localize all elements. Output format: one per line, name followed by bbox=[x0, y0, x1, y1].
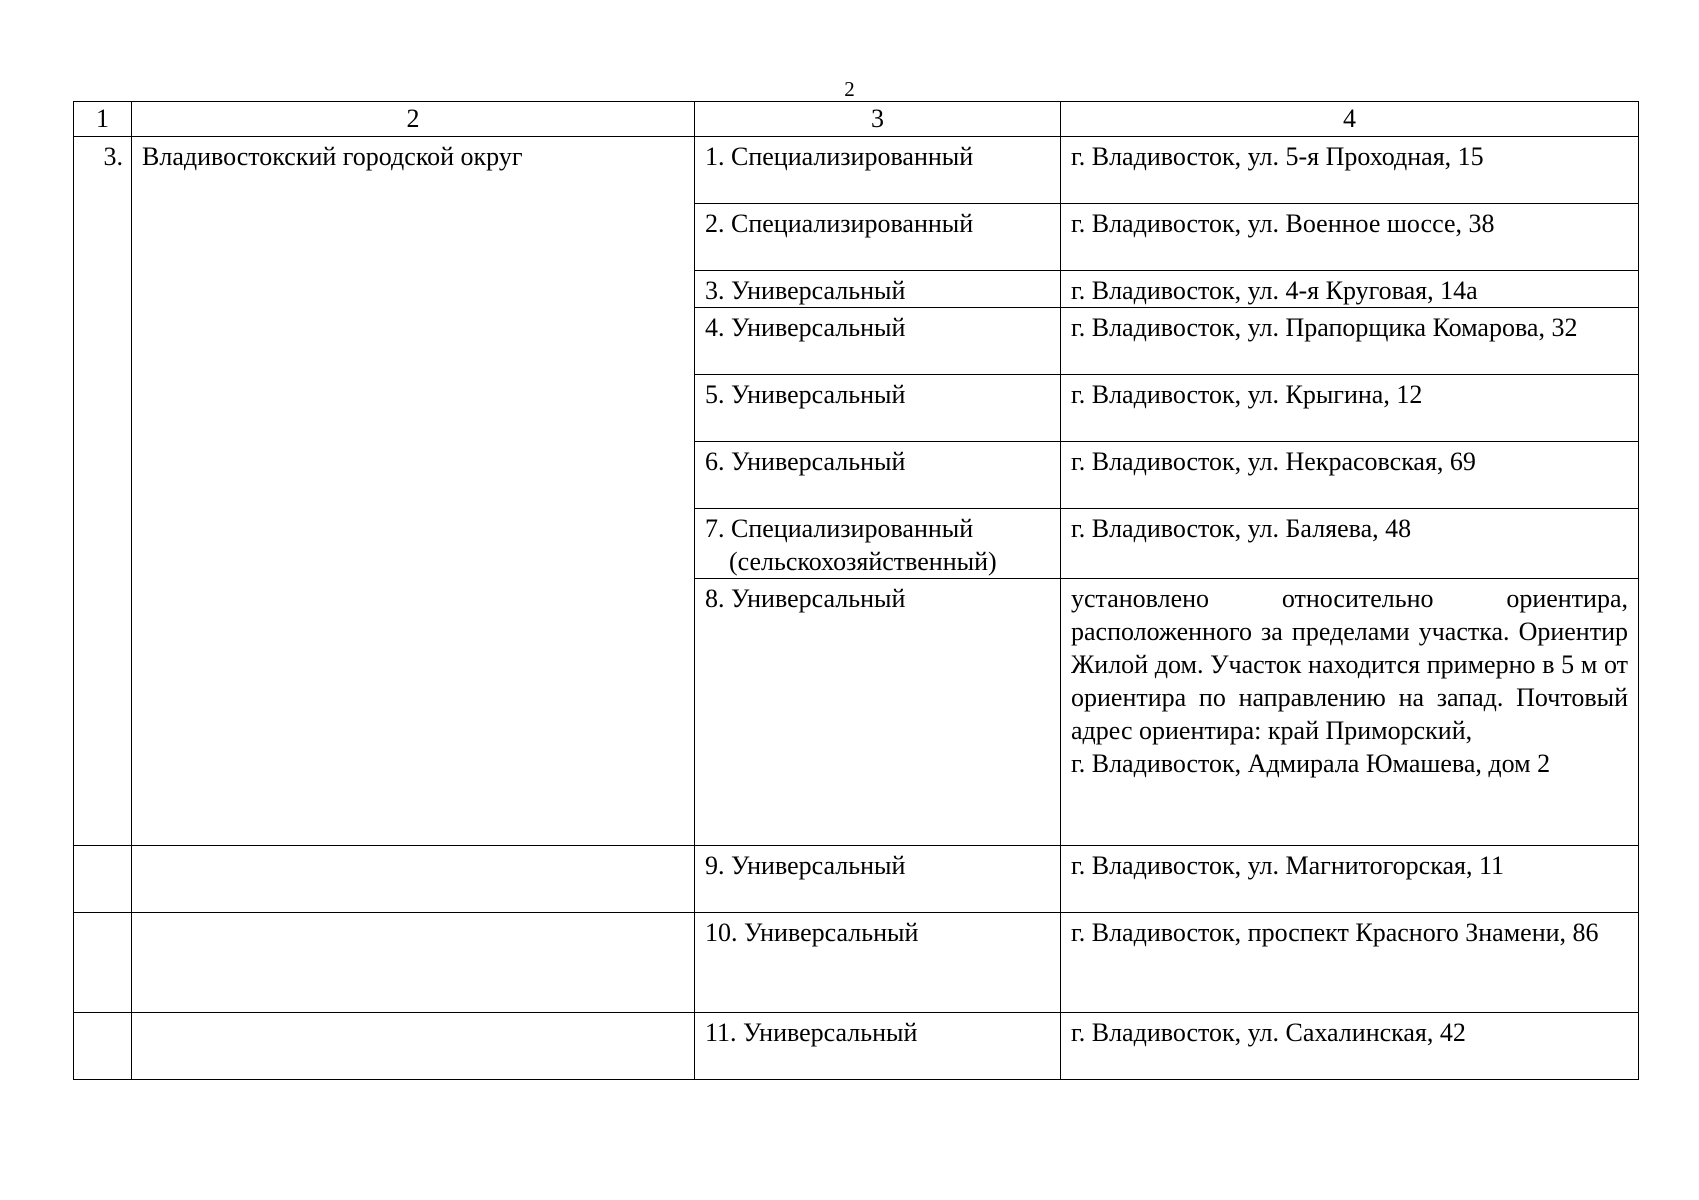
market-address: г. Владивосток, ул. 4-я Круговая, 14а bbox=[1061, 271, 1639, 308]
market-address: г. Владивосток, ул. Прапорщика Комарова, 32 bbox=[1061, 308, 1639, 375]
market-address: г. Владивосток, ул. Военное шоссе, 38 bbox=[1061, 204, 1639, 271]
market-type-line2: (сельскохозяйственный) bbox=[729, 547, 997, 576]
market-address-text: установлено относительно ориентира, расположенного за пределами участка. Ориентир Жилой дом. Участок находится примерно в 5 м от ориентира по направлению на запад. Почтовый адрес ориентира: край Приморский, bbox=[1071, 584, 1628, 745]
market-type: 5. Универсальный bbox=[695, 375, 1061, 442]
market-type-line1: 7. Специализированный bbox=[705, 514, 974, 543]
table-row bbox=[74, 846, 1639, 913]
empty-cell bbox=[74, 913, 132, 1013]
market-type: 6. Универсальный bbox=[695, 442, 1061, 509]
header-cell-1: 1 bbox=[74, 102, 132, 137]
empty-cell bbox=[132, 913, 695, 1013]
group-number: 3. bbox=[74, 137, 132, 846]
market-type bbox=[695, 509, 1061, 579]
district-name: Владивостокский городской округ bbox=[132, 137, 695, 846]
market-type: 9. Универсальный bbox=[695, 846, 1061, 913]
market-address: г. Владивосток, проспект Красного Знамени, 86 bbox=[1061, 913, 1639, 1013]
market-type: 11. Универсальный bbox=[695, 1013, 1061, 1080]
table-row bbox=[74, 1013, 1639, 1080]
market-address: г. Владивосток, ул. 5-я Проходная, 15 bbox=[1061, 137, 1639, 204]
market-type: 10. Универсальный bbox=[695, 913, 1061, 1013]
market-type: 1. Специализированный bbox=[695, 137, 1061, 204]
table-header-row bbox=[74, 102, 1639, 137]
header-cell-4: 4 bbox=[1061, 102, 1639, 137]
market-address: г. Владивосток, ул. Магнитогорская, 11 bbox=[1061, 846, 1639, 913]
market-address: г. Владивосток, ул. Сахалинская, 42 bbox=[1061, 1013, 1639, 1080]
empty-cell bbox=[74, 846, 132, 913]
empty-cell bbox=[74, 1013, 132, 1080]
market-address: г. Владивосток, ул. Крыгина, 12 bbox=[1061, 375, 1639, 442]
market-type: 3. Универсальный bbox=[695, 271, 1061, 308]
header-cell-2: 2 bbox=[132, 102, 695, 137]
market-address bbox=[1061, 579, 1639, 846]
market-address: г. Владивосток, ул. Некрасовская, 69 bbox=[1061, 442, 1639, 509]
empty-cell bbox=[132, 846, 695, 913]
market-address-text-line2: г. Владивосток, Адмирала Юмашева, дом 2 bbox=[1071, 749, 1551, 778]
market-type: 2. Специализированный bbox=[695, 204, 1061, 271]
table-row bbox=[74, 913, 1639, 1013]
table-row bbox=[74, 137, 1639, 204]
market-type: 4. Универсальный bbox=[695, 308, 1061, 375]
page-number: 2 bbox=[844, 77, 855, 101]
markets-table bbox=[73, 101, 1639, 1080]
market-type: 8. Универсальный bbox=[695, 579, 1061, 846]
market-address: г. Владивосток, ул. Баляева, 48 bbox=[1061, 509, 1639, 579]
header-cell-3: 3 bbox=[695, 102, 1061, 137]
empty-cell bbox=[132, 1013, 695, 1080]
